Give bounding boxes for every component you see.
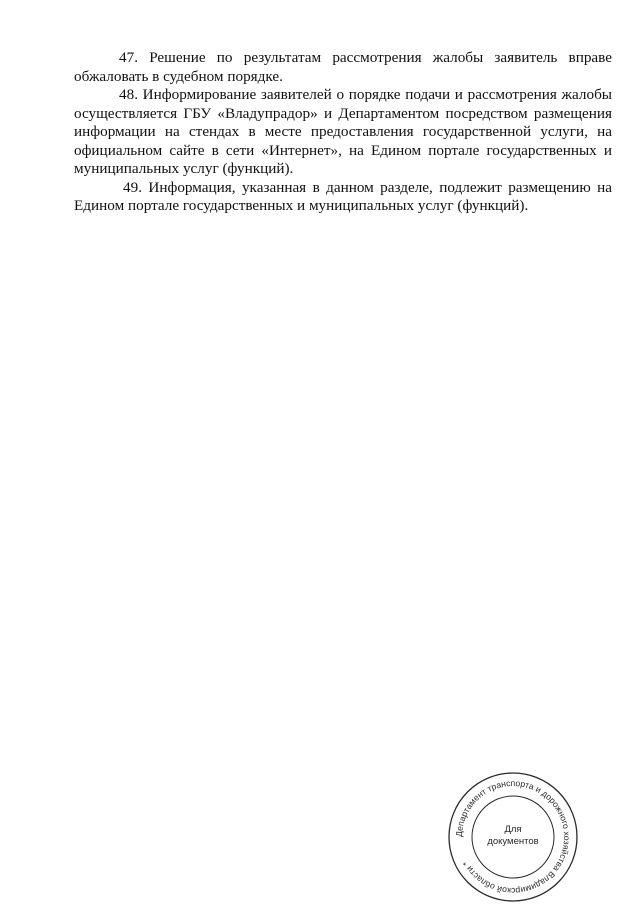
- paragraph-49: 49. Информация, указанная в данном разделе, подлежит размещению на Едином портале государственных и муниципальных услуг (функций).: [74, 178, 612, 214]
- stamp-center-line1: Для: [504, 824, 522, 835]
- paragraph-47: 47. Решение по результатам рассмотрения жалобы заявитель вправе обжаловать в судебном порядке.: [74, 49, 612, 85]
- paragraph-48: 48. Информирование заявителей о порядке подачи и рассмотрения жалобы осуществляется ГБУ «Владупрадор» и Департаментом посредством размещения информации на стендах в месте предоставления государственной услуги, на официальном сайте в сети «Интернет», на Едином портале государственных и муниципальных услуг (функций).: [74, 86, 612, 177]
- document-body: [74, 49, 612, 216]
- stamp-ring-text: Департамент транспорта и дорожного хозяйства Владимирской области *: [453, 777, 573, 897]
- official-stamp: [446, 770, 580, 904]
- stamp-seal: [446, 770, 580, 904]
- stamp-center-line2: документов: [487, 836, 539, 847]
